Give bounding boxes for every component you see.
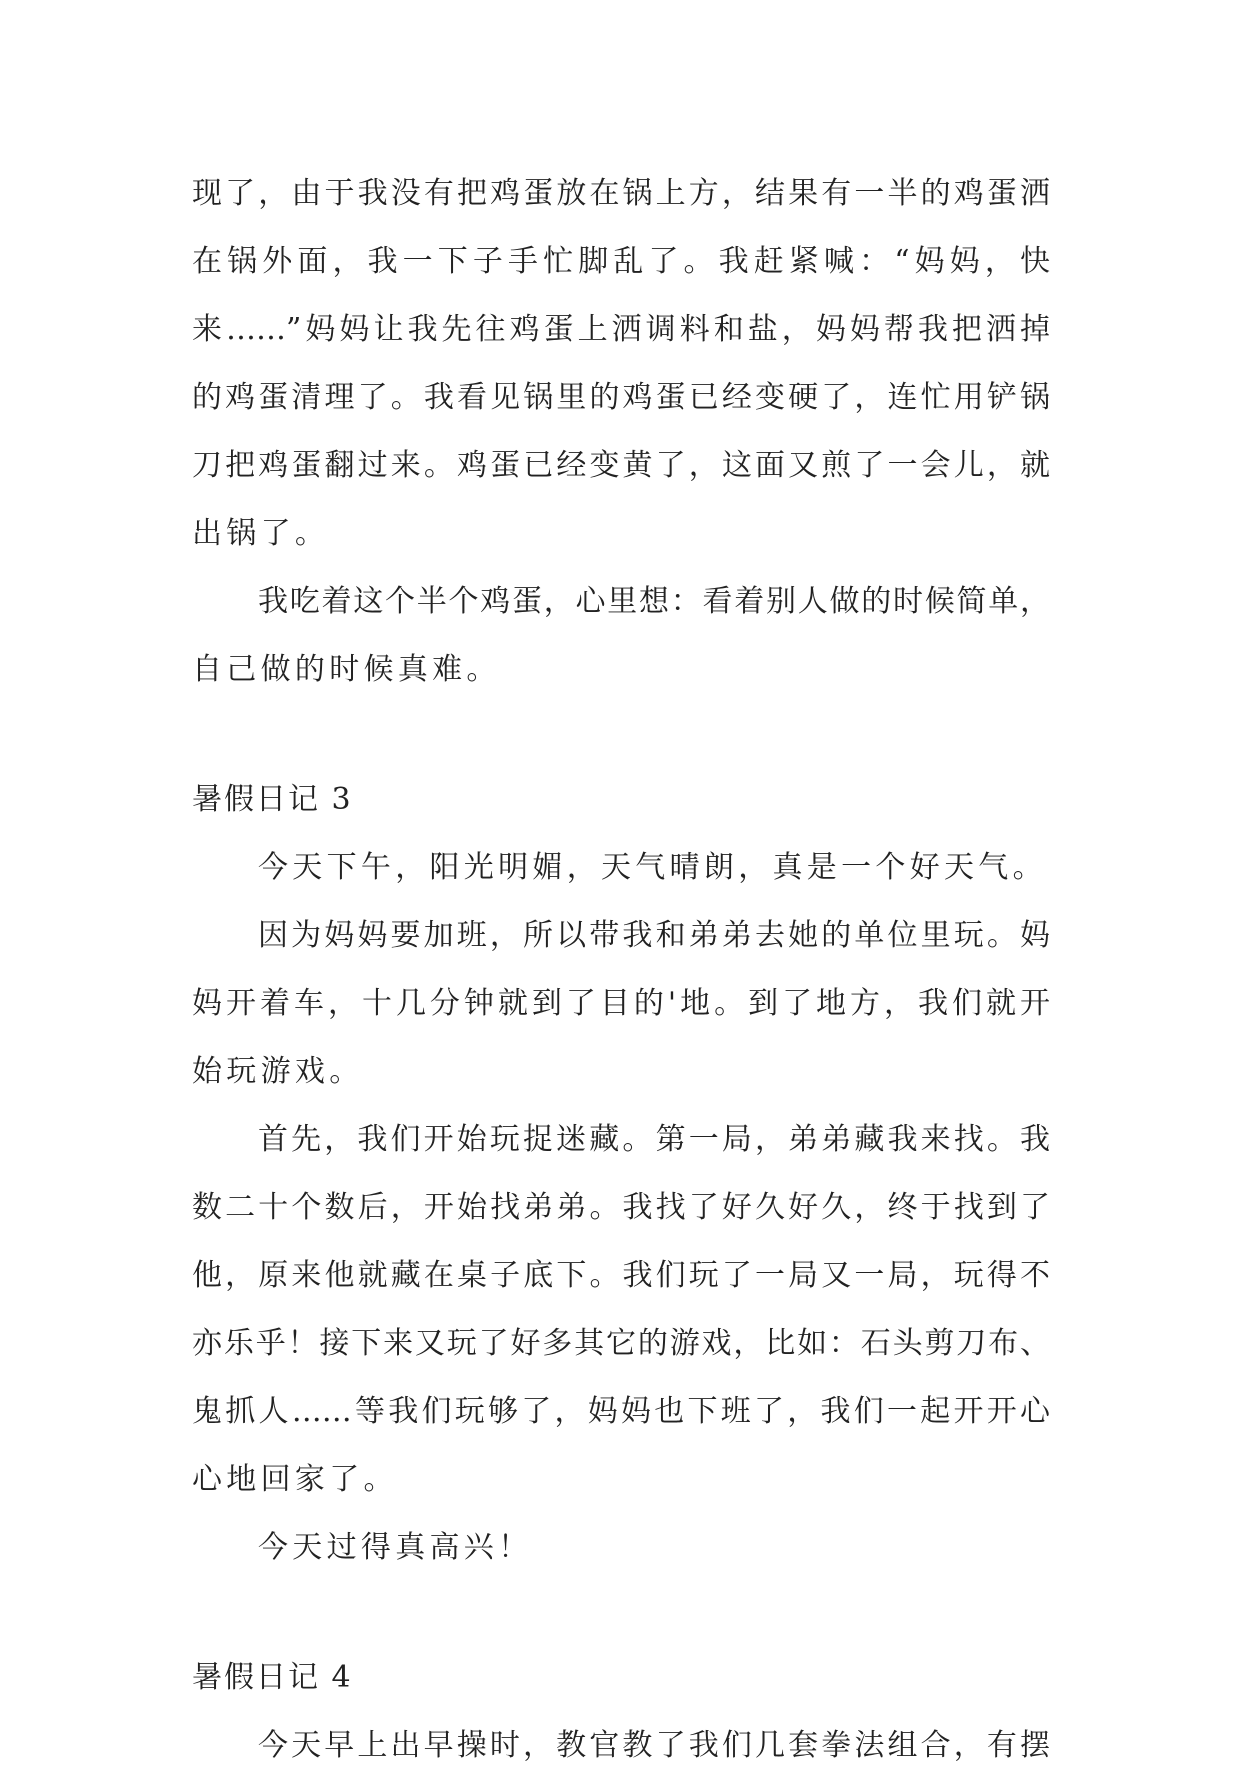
section-gap	[192, 1582, 1050, 1644]
paragraph-egg-cooking	[192, 160, 1050, 568]
text-line: 的鸡蛋清理了。我看见锅里的鸡蛋已经变硬了，连忙用铲锅	[192, 380, 1050, 415]
text-line: 妈开着车，十几分钟就到了目的'地。到了地方，我们就开	[192, 986, 1050, 1021]
diary-3-heading: 暑假日记 3	[192, 782, 353, 817]
diary-3-paragraph-2	[192, 902, 1050, 1106]
text-line: 自己做的时候真难。	[192, 652, 501, 687]
text-line: 数二十个数后，开始找弟弟。我找了好久好久，终于找到了	[192, 1190, 1050, 1225]
text-line: 现了，由于我没有把鸡蛋放在锅上方，结果有一半的鸡蛋洒	[192, 176, 1050, 211]
diary-4-paragraph-1: 今天早上出早操时，教官教了我们几套拳法组合，有摆	[258, 1728, 1050, 1763]
diary-3-paragraph-4: 今天过得真高兴！	[258, 1530, 533, 1565]
text-line: 始玩游戏。	[192, 1054, 364, 1089]
paragraph-egg-reflection	[192, 568, 1050, 704]
text-line: 因为妈妈要加班，所以带我和弟弟去她的单位里玩。妈	[258, 918, 1050, 953]
diary-3-paragraph-1: 今天下午，阳光明媚，天气晴朗，真是一个好天气。	[258, 850, 1047, 885]
text-line: 亦乐乎！接下来又玩了好多其它的游戏，比如：石头剪刀布、	[192, 1326, 1050, 1361]
text-line: 出锅了。	[192, 516, 330, 551]
text-line: 刀把鸡蛋翻过来。鸡蛋已经变黄了，这面又煎了一会儿，就	[192, 448, 1050, 483]
text-line: 来……”妈妈让我先往鸡蛋上洒调料和盐，妈妈帮我把洒掉	[192, 312, 1050, 347]
section-gap	[192, 704, 1050, 766]
diary-4-heading: 暑假日记 4	[192, 1660, 353, 1695]
text-line: 在锅外面，我一下子手忙脚乱了。我赶紧喊：“妈妈，快	[192, 244, 1050, 279]
text-line: 首先，我们开始玩捉迷藏。第一局，弟弟藏我来找。我	[258, 1122, 1050, 1157]
text-line: 我吃着这个半个鸡蛋，心里想：看着别人做的时候简单，	[258, 584, 1050, 619]
text-line: 心地回家了。	[192, 1462, 398, 1497]
text-line: 鬼抓人……等我们玩够了，妈妈也下班了，我们一起开开心	[192, 1394, 1050, 1429]
diary-3-paragraph-3	[192, 1106, 1050, 1514]
document-page	[192, 160, 1050, 1780]
text-line: 他，原来他就藏在桌子底下。我们玩了一局又一局，玩得不	[192, 1258, 1050, 1293]
